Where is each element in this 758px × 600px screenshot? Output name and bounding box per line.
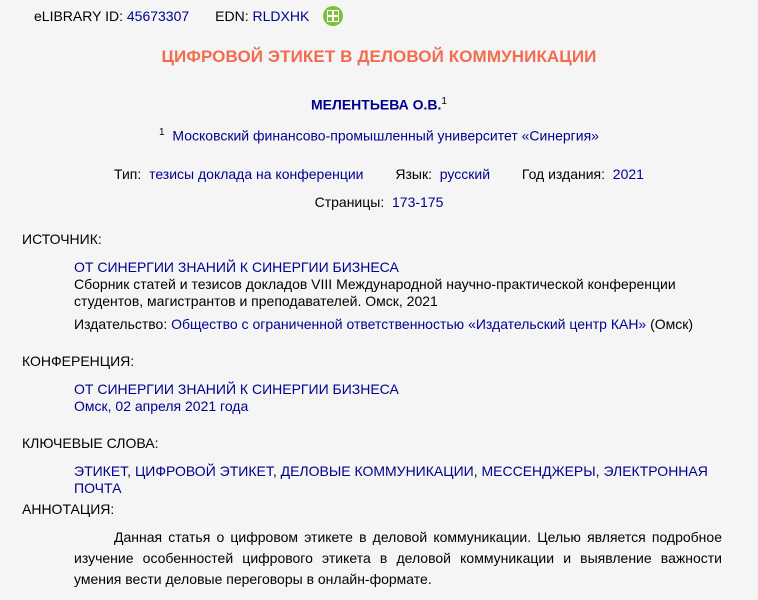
pages-line bbox=[0, 194, 758, 210]
author-link[interactable]: МЕЛЕНТЬЕВА О.В. bbox=[311, 96, 442, 113]
author-line bbox=[0, 96, 758, 113]
edn-link[interactable]: RLDXHK bbox=[252, 8, 310, 24]
publisher-label: Издательство: bbox=[74, 316, 168, 332]
conference-name-link[interactable]: ОТ СИНЕРГИИ ЗНАНИЙ К СИНЕРГИИ БИЗНЕСА bbox=[74, 381, 399, 397]
identifier-bar bbox=[34, 5, 343, 27]
language-value[interactable]: русский bbox=[439, 166, 491, 182]
source-block bbox=[74, 259, 714, 310]
source-heading: ИСТОЧНИК: bbox=[22, 231, 102, 247]
type-label: Тип: bbox=[114, 166, 142, 182]
affiliation-link[interactable]: Московский финансово-промышленный университет «Синергия» bbox=[172, 127, 599, 144]
elibrary-id-label: eLIBRARY ID: bbox=[34, 8, 123, 24]
source-description: Сборник статей и тезисов докладов VIII Международной научно-практической конференции студентов, магистрантов и преподавателей. Омск, 2021 bbox=[74, 276, 676, 309]
edn-label: EDN: bbox=[215, 8, 249, 24]
publication-meta bbox=[0, 166, 758, 182]
publisher-line bbox=[74, 316, 754, 333]
keyword-link[interactable]: ЭТИКЕТ bbox=[74, 463, 128, 479]
type-value[interactable]: тезисы доклада на конференции bbox=[149, 166, 364, 182]
publisher-link[interactable]: Общество с ограниченной ответственностью «Издательский центр КАН» bbox=[171, 316, 647, 332]
conference-block bbox=[74, 381, 714, 415]
conference-heading: КОНФЕРЕНЦИЯ: bbox=[22, 353, 135, 369]
pages-label: Страницы: bbox=[314, 194, 385, 210]
source-title-link[interactable]: ОТ СИНЕРГИИ ЗНАНИЙ К СИНЕРГИИ БИЗНЕСА bbox=[74, 259, 399, 275]
annotation-text: Данная статья о цифровом этикете в деловой коммуникации. Целью является подробное изучение особенностей цифрового этикета в деловой коммуникации и выявление важности умения вести деловые переговоры в онлайн-формате. bbox=[74, 529, 722, 587]
affiliation-line bbox=[0, 127, 758, 144]
affiliation-marker: 1 bbox=[159, 127, 165, 138]
year-value[interactable]: 2021 bbox=[612, 166, 644, 182]
language-label: Язык: bbox=[395, 166, 432, 182]
conference-place-date[interactable]: Омск, 02 апреля 2021 года bbox=[74, 398, 249, 414]
keyword-link[interactable]: ДЕЛОВЫЕ КОММУНИКАЦИИ bbox=[280, 463, 474, 479]
keyword-separator: , bbox=[272, 463, 281, 479]
keyword-separator: , bbox=[473, 463, 482, 479]
keyword-separator: , bbox=[127, 463, 135, 479]
keywords-heading: КЛЮЧЕВЫЕ СЛОВА: bbox=[22, 435, 159, 451]
author-affiliation-marker: 1 bbox=[441, 96, 447, 107]
keyword-link[interactable]: ЭЛЕКТРОННАЯ ПОЧТА bbox=[74, 463, 708, 496]
keywords-list bbox=[74, 463, 744, 497]
year-label: Год издания: bbox=[521, 166, 606, 182]
keyword-separator: , bbox=[595, 463, 604, 479]
publisher-city: (Омск) bbox=[650, 316, 694, 332]
qr-code-icon[interactable] bbox=[323, 6, 343, 26]
annotation-heading: АННОТАЦИЯ: bbox=[22, 501, 115, 517]
keyword-link[interactable]: ЦИФРОВОЙ ЭТИКЕТ bbox=[134, 463, 273, 479]
keyword-link[interactable]: МЕССЕНДЖЕРЫ bbox=[481, 463, 596, 479]
article-title: ЦИФРОВОЙ ЭТИКЕТ В ДЕЛОВОЙ КОММУНИКАЦИИ bbox=[161, 47, 597, 66]
elibrary-id-link[interactable]: 45673307 bbox=[126, 8, 190, 24]
pages-value[interactable]: 173-175 bbox=[392, 194, 444, 210]
